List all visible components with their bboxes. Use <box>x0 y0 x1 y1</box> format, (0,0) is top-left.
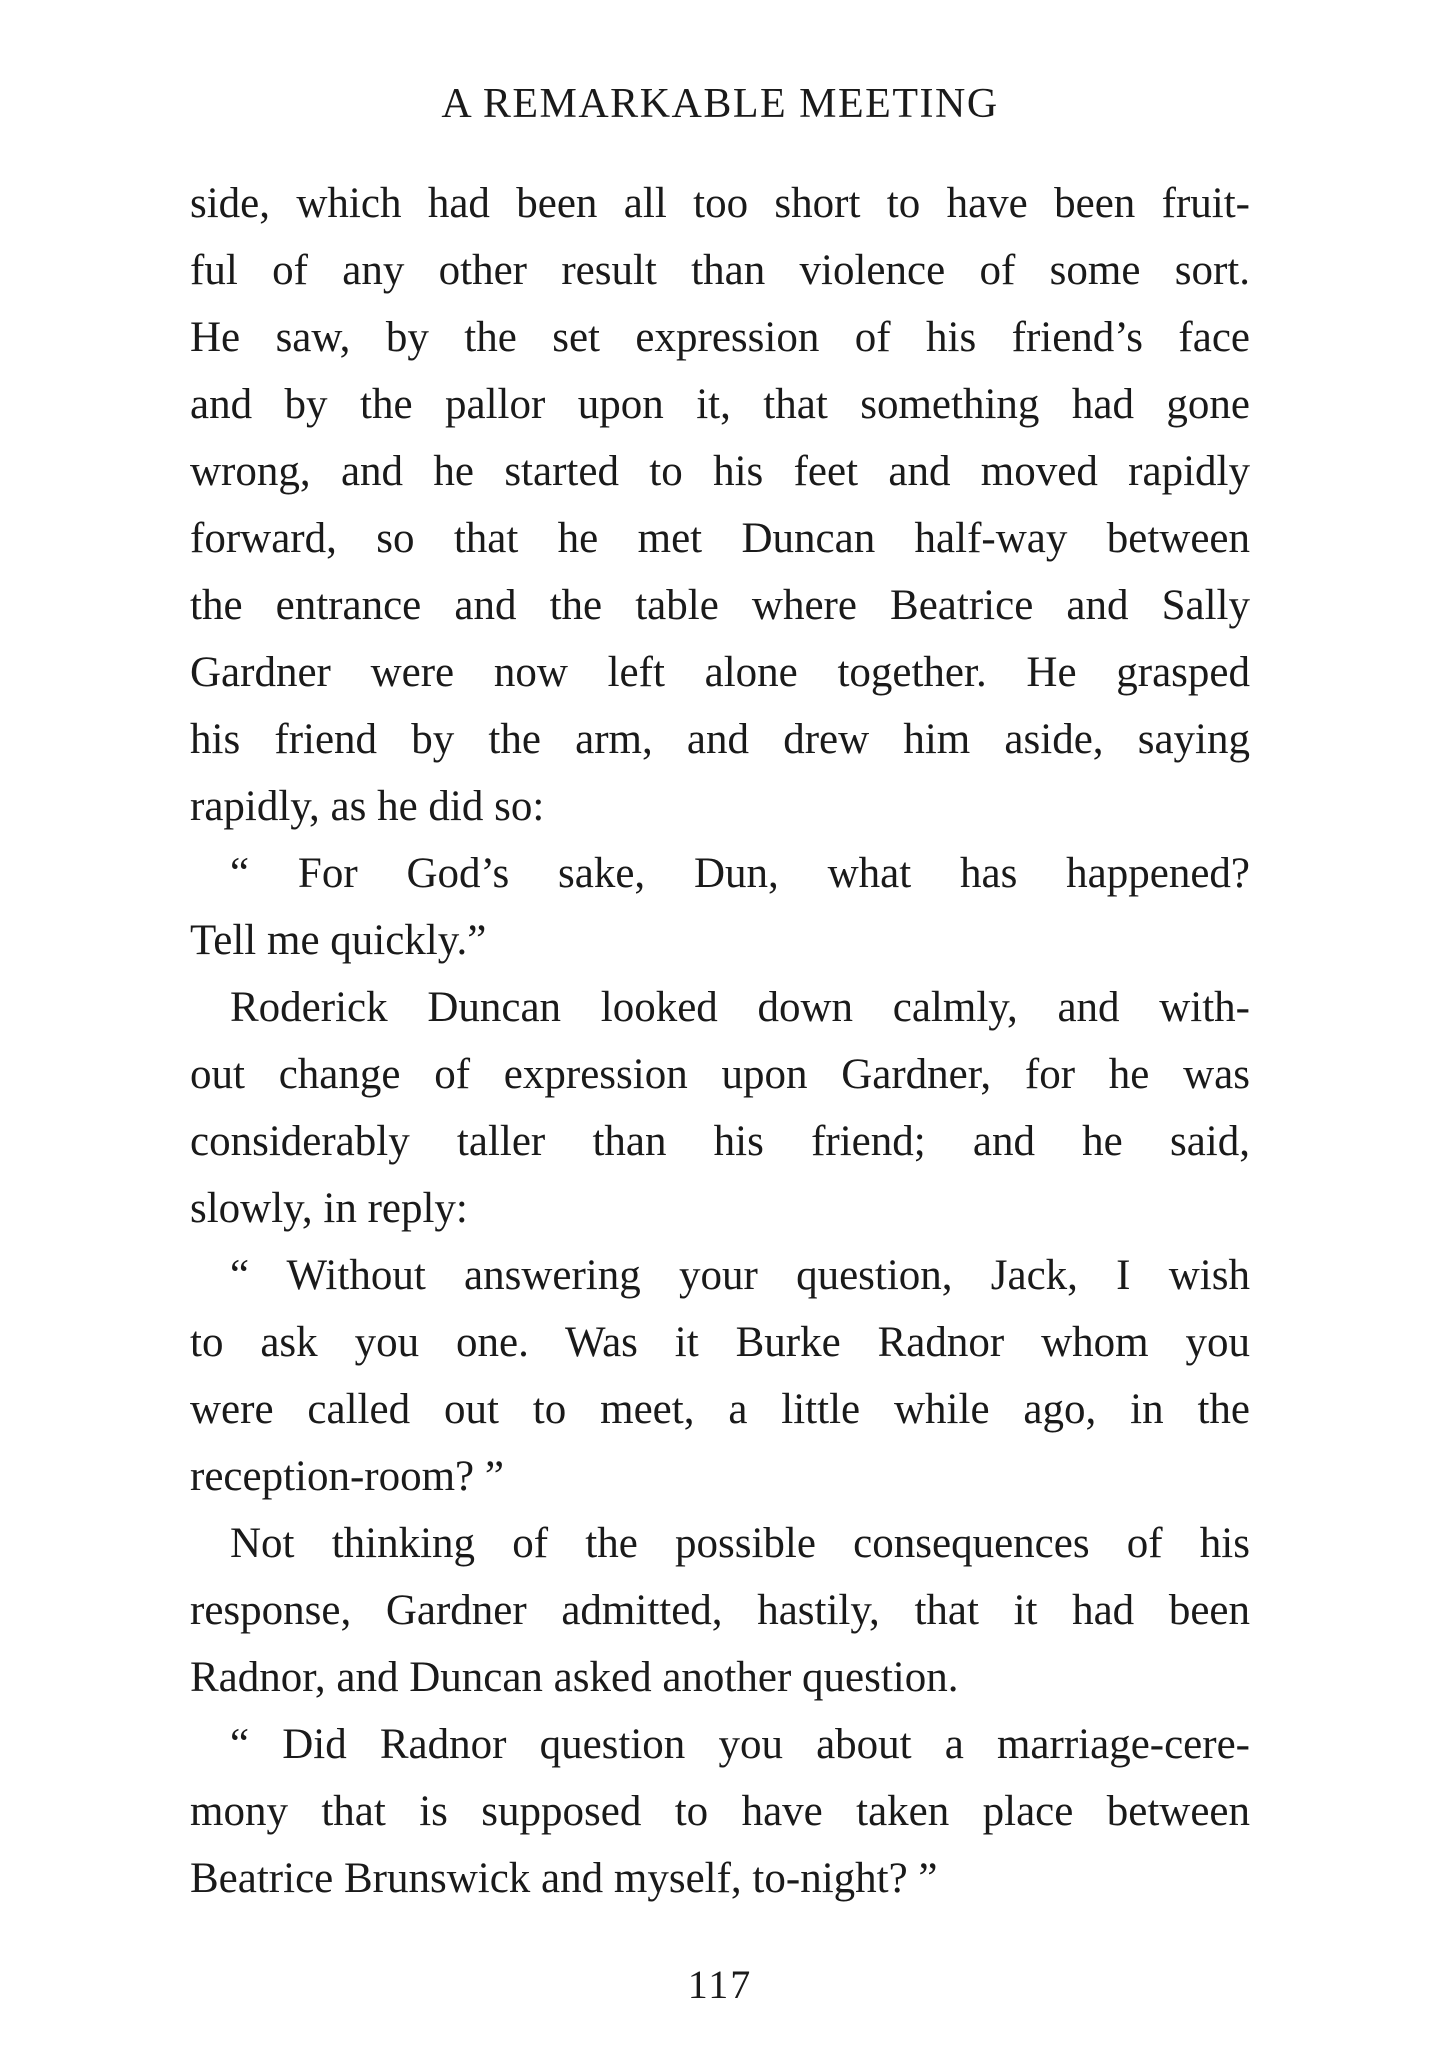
text-line: mony that is supposed to have taken place between <box>190 1788 1250 1835</box>
running-head: A REMARKABLE MEETING <box>441 81 999 127</box>
text-line: out change of expression upon Gardner, for he was <box>190 1051 1250 1098</box>
text-line: He saw, by the set expression of his friend’s face <box>190 314 1250 361</box>
text-line: were called out to meet, a little while ago, in the <box>190 1386 1250 1433</box>
text-line: Gardner were now left alone together. He grasped <box>190 649 1250 696</box>
text-line: his friend by the arm, and drew him aside, saying <box>190 716 1250 763</box>
text-line: reception-room? ” <box>190 1453 504 1500</box>
text-line: Roderick Duncan looked down calmly, and with- <box>230 984 1250 1031</box>
text-line: forward, so that he met Duncan half-way between <box>190 515 1250 562</box>
text-line: considerably taller than his friend; and he said, <box>190 1118 1250 1165</box>
text-line: and by the pallor upon it, that something had gone <box>190 381 1250 428</box>
text-line: response, Gardner admitted, hastily, that it had been <box>190 1587 1250 1634</box>
text-line: to ask you one. Was it Burke Radnor whom you <box>190 1319 1250 1366</box>
text-line: Beatrice Brunswick and myself, to-night? ” <box>190 1855 938 1902</box>
text-line: ful of any other result than violence of some sort. <box>190 247 1250 294</box>
text-line: Tell me quickly.” <box>190 917 487 964</box>
text-line: “ Without answering your question, Jack, I wish <box>230 1252 1250 1299</box>
text-line: Radnor, and Duncan asked another question. <box>190 1654 959 1701</box>
text-line: “ For God’s sake, Dun, what has happened? <box>230 850 1250 897</box>
text-line: the entrance and the table where Beatrice and Sally <box>190 582 1250 629</box>
text-line: “ Did Radnor question you about a marriage-cere- <box>230 1721 1250 1768</box>
text-line: wrong, and he started to his feet and moved rapidly <box>190 448 1250 495</box>
text-line: slowly, in reply: <box>190 1185 468 1232</box>
text-line: side, which had been all too short to have been fruit- <box>190 180 1250 227</box>
text-line: rapidly, as he did so: <box>190 783 545 830</box>
text-line: Not thinking of the possible consequences of his <box>230 1520 1250 1567</box>
page-number: 117 <box>687 1962 753 2007</box>
body-text <box>190 170 1250 1912</box>
